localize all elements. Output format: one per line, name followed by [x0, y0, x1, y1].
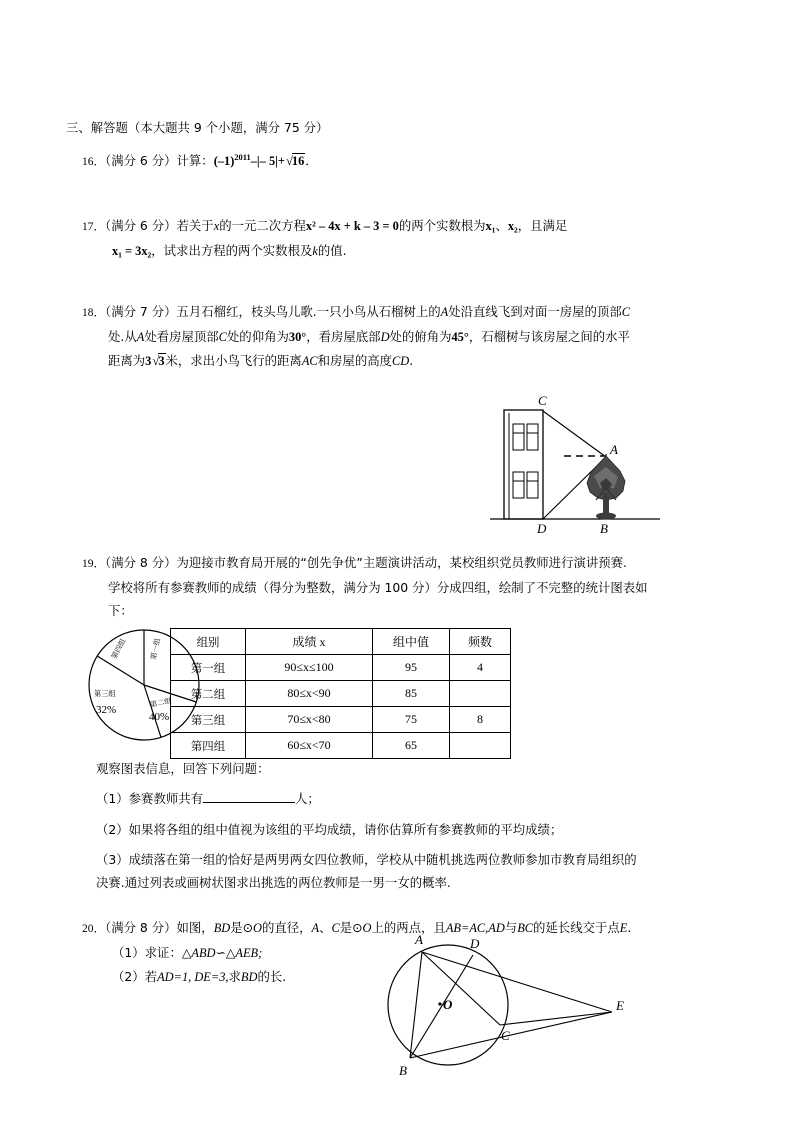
q18-line-1 [82, 300, 730, 325]
q18-text-1: 五月石榴红，枝头鸟儿歌.一只小鸟从石榴树上的 [176, 304, 441, 319]
q18-text-3d: . [409, 353, 414, 368]
circle-geometry-diagram [370, 930, 640, 1090]
q19-number: 19． [82, 558, 105, 570]
q20-text-c: 的直径， [261, 920, 312, 935]
table-cell-freq: 8 [450, 707, 511, 733]
radical-icon: √ [152, 354, 160, 368]
question-19-subparts [96, 752, 746, 894]
table-header-row [171, 629, 511, 655]
q20-sub1-label: （1）求证： [112, 945, 182, 960]
q20-points: （满分 8 分） [105, 920, 177, 935]
q17-text-d: ，且满足 [517, 218, 568, 233]
q18-text-3c: 和房屋的高度 [317, 353, 392, 368]
q18-text-2a: 处.从 [108, 329, 137, 344]
q19-sub-3-cont: 决赛.通过列表或画树状图求出挑选的两位教师是一男一女的概率. [96, 875, 451, 890]
q19-answer-blank[interactable] [203, 789, 295, 803]
table-cell-range: 70≤x<80 [246, 707, 373, 733]
question-17 [82, 214, 722, 263]
q20-text-d: 是⊙ [339, 920, 363, 935]
q16-expr-exponent: 2011 [234, 152, 251, 162]
table-cell-mid: 85 [373, 681, 450, 707]
pie-label-group3: 第三组 [94, 689, 116, 698]
q20-point-a: A [311, 921, 320, 935]
section-heading-text: 三、解答题（本大题共 9 个小题，满分 75 分） [66, 120, 329, 135]
q18-text-1b: 处沿直线飞到对面一房屋的顶部 [448, 304, 622, 319]
q20-text-h: . [627, 920, 632, 935]
q19-line-3: 下： [108, 603, 133, 618]
q17-line-2 [112, 239, 722, 263]
circle-label-B: B [399, 1063, 407, 1078]
table-cell-range: 90≤x≤100 [246, 655, 373, 681]
q16-number: 16． [82, 156, 105, 169]
table-header-midvalue: 组中值 [373, 629, 450, 655]
table-header-score: 成绩 x [246, 629, 373, 655]
q17-text-a: 若关于 [176, 218, 214, 233]
table-cell-range: 80≤x<90 [246, 681, 373, 707]
q18-angle-1: 30° [288, 330, 307, 344]
q17-condition: x₁ = 3x₂ [112, 244, 152, 258]
q19-sub1-text-b: 人； [295, 791, 320, 806]
q19-line-2: 学校将所有参赛教师的成绩（得分为整数，满分为 100 分）分成四组，绘制了不完整的统计图表如 [108, 580, 648, 595]
q19-sub-1 [96, 787, 746, 811]
circle-label-C: C [501, 1028, 510, 1043]
q20-number: 20． [82, 923, 105, 935]
q17-text-c: 的两个实数根为 [398, 218, 486, 233]
table-cell-group: 第二组 [171, 681, 246, 707]
q20-seg-bd: BD [213, 921, 231, 935]
q16-expr-rest: –|– 5|+ [250, 154, 285, 169]
q19-prompt: 观察图表信息，回答下列问题： [96, 761, 270, 776]
q18-text-2c: 处的仰角为 [226, 329, 289, 344]
q16-expr-end: ． [305, 153, 318, 169]
tree-shape [587, 454, 625, 520]
q16-points: （满分 6 分） [105, 153, 177, 169]
table-cell-mid: 75 [373, 707, 450, 733]
q18-text-2d: ，看房屋底部 [306, 329, 381, 344]
q20-condition-1: AB=AC, [445, 921, 489, 935]
q17-root-2: x₂ [507, 219, 518, 233]
house-tree-diagram [490, 388, 725, 536]
house-label-D: D [537, 521, 547, 536]
q19-sub-3: （3）成绩落在第一组的恰好是两男两女四位教师，学校从中随机挑选两位教师参加市教育局组织的 [96, 852, 637, 867]
q18-text-2e: 处的俯角为 [389, 329, 452, 344]
table-cell-group: 第四组 [171, 733, 246, 759]
q18-point-d: D [380, 330, 390, 344]
table-cell-range: 60≤x<70 [246, 733, 373, 759]
q20-sub2-target: BD [240, 970, 258, 984]
q18-number: 18． [82, 307, 105, 319]
q20-sub2-end: 的长. [257, 969, 287, 984]
q18-dist-coef: 3 [145, 354, 152, 368]
q20-sub2-label: （2）若 [112, 969, 158, 984]
table-cell-freq: 4 [450, 655, 511, 681]
table-row [171, 655, 511, 681]
q20-text-a: 如图， [176, 920, 214, 935]
q17-equation: x² – 4x + k – 3 = 0 [305, 219, 399, 233]
question-18 [82, 300, 730, 373]
pie-label-group2: 第二组 [149, 695, 173, 710]
q18-angle-2: 45° [451, 330, 469, 344]
q17-text-f: 的值. [317, 243, 347, 258]
q20-point-o2: O [362, 921, 372, 935]
q20-seg-bc: BC [517, 921, 534, 935]
house-label-C: C [538, 393, 547, 408]
table-cell-freq [450, 681, 511, 707]
q18-sqrt [151, 350, 165, 373]
q19-points: （满分 8 分） [105, 555, 177, 570]
q16-sqrt [285, 150, 305, 173]
circle-label-A: A [415, 932, 423, 947]
q19-text-1: 为迎接市教育局开展的“创先争优”主题演讲活动，某校组织党员教师进行演讲预赛. [176, 555, 627, 570]
q20-sub1-statement: △ABD∽△AEB; [181, 946, 263, 960]
table-header-group: 组别 [171, 629, 246, 655]
pie-label-group1: 第一组 [148, 637, 162, 661]
table-row [171, 681, 511, 707]
q16-lead: 计算： [176, 153, 214, 169]
q20-text-b: 是⊙ [230, 920, 253, 935]
q20-point-c: C [331, 921, 340, 935]
q20-point-o: O [253, 921, 262, 935]
table-cell-mid: 95 [373, 655, 450, 681]
q20-sep-1: 、 [319, 920, 332, 935]
circle-label-D: D [470, 936, 480, 951]
q18-points: （满分 7 分） [105, 304, 177, 319]
house-label-A: A [610, 442, 618, 457]
q17-text-e: ，试求出方程的两个实数根及 [151, 243, 313, 258]
q20-text-f: 与 [504, 920, 518, 935]
q18-text-2f: ，石榴树与该房屋之间的水平 [468, 329, 630, 344]
q17-var-k: k [312, 244, 318, 258]
q18-radicand: 3 [158, 354, 165, 368]
q18-point-a2: A [136, 330, 145, 344]
q17-points: （满分 6 分） [105, 218, 177, 233]
q20-point-e: E [619, 921, 628, 935]
radical-icon: √ [285, 154, 293, 169]
q17-var-x: x [213, 219, 220, 233]
q18-point-a: A [440, 305, 449, 319]
question-19 [82, 551, 732, 622]
q20-sub2-given-2: DE=3, [194, 970, 229, 984]
pie-percent-group2: 40% [149, 711, 170, 723]
pie-label-group4: 第四组 [109, 637, 128, 661]
q20-seg-ad: AD [488, 921, 505, 935]
q20-text-e: 上的两点，且 [371, 920, 446, 935]
table-cell-group: 第一组 [171, 655, 246, 681]
q19-sub1-text-a: （1）参赛教师共有 [96, 791, 204, 806]
q18-text-3b: 米，求出小鸟飞行的距离 [165, 353, 302, 368]
table-cell-mid: 65 [373, 733, 450, 759]
circle-label-O: O [443, 997, 453, 1012]
q16-radicand: 16 [291, 154, 305, 169]
circle-label-E: E [616, 998, 624, 1013]
q19-sub-2: （2）如果将各组的组中值视为该组的平均成绩，请你估算所有参赛教师的平均成绩； [96, 822, 563, 837]
frequency-table [170, 628, 511, 759]
q20-sub2-given-1: AD=1, [157, 970, 192, 984]
q18-point-c: C [621, 305, 630, 319]
q20-sub2-text: 求 [228, 969, 241, 984]
q18-line-3 [108, 349, 730, 373]
q18-point-c2: C [218, 330, 227, 344]
q20-text-g: 的延长线交于点 [533, 920, 620, 935]
pie-percent-group3: 32% [96, 704, 117, 716]
q18-text-2b: 处看房屋顶部 [144, 329, 219, 344]
q18-seg-ac: AC [301, 354, 318, 368]
q17-number: 17． [82, 221, 105, 233]
q18-text-3a: 距离为 [108, 353, 146, 368]
q19-line-1 [82, 551, 732, 576]
section-heading [66, 116, 328, 139]
table-header-frequency: 频数 [450, 629, 511, 655]
q17-text-b: 的一元二次方程 [219, 218, 306, 233]
house-label-B: B [600, 521, 608, 536]
table-row [171, 707, 511, 733]
question-16 [82, 146, 318, 174]
q16-expr-base: (–1) [213, 154, 235, 169]
q17-sep: 、 [495, 218, 508, 233]
q17-line-1 [82, 214, 722, 239]
q18-seg-cd: CD [392, 354, 410, 368]
q17-root-1: x₁ [485, 219, 496, 233]
table-cell-group: 第三组 [171, 707, 246, 733]
q18-line-2 [108, 325, 730, 349]
